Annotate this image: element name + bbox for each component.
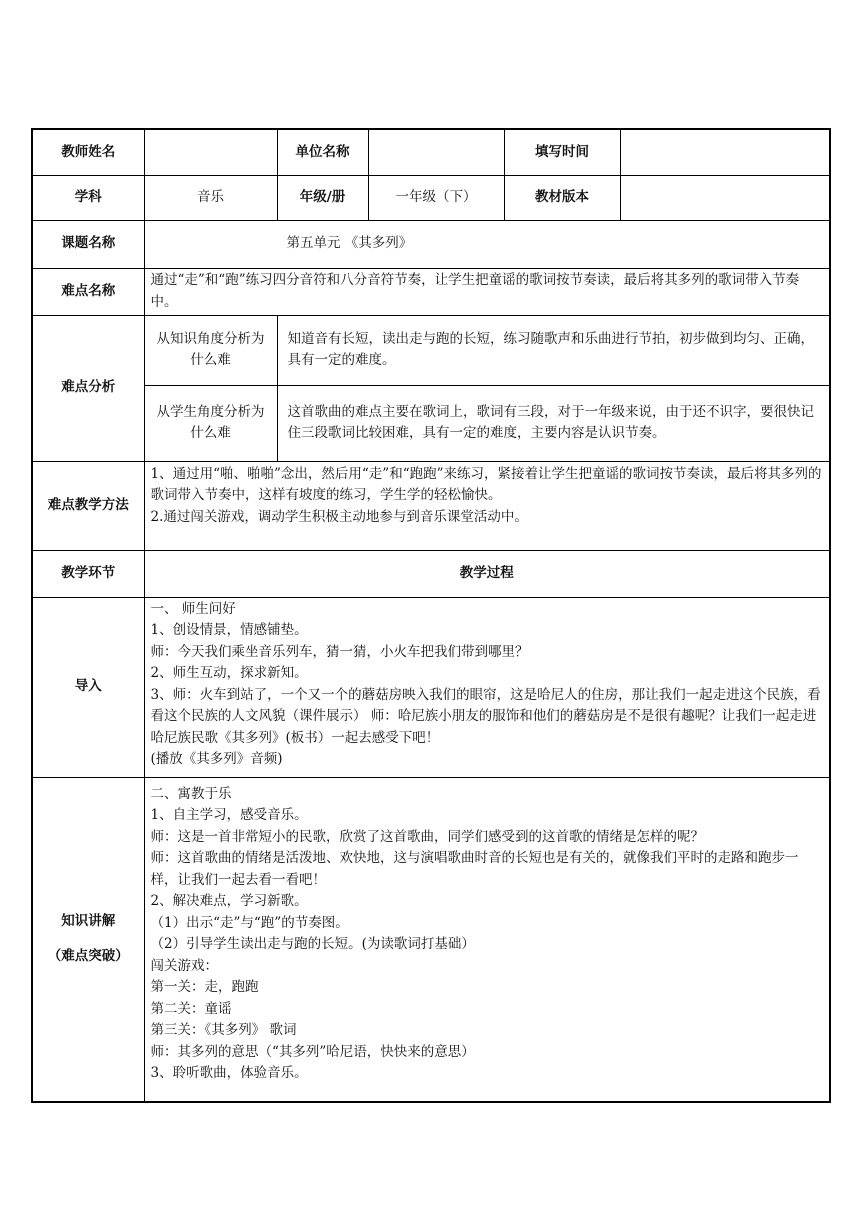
intro-content[interactable] (144, 597, 830, 777)
method-label: 难点教学方法 (32, 461, 144, 550)
knowledge-line: 师：这首歌曲的情绪是活泼地、欢快地，这与演唱歌曲时音的长短也是有关的，就像我们平时的走路和跑步一样，让我们一起去看一看吧！ (150, 850, 799, 888)
intro-label: 导入 (32, 597, 144, 777)
knowledge-label-cell (32, 777, 144, 1102)
knowledge-line: 闯关游戏： (150, 957, 218, 974)
knowledge-sublabel: （难点突破） (47, 948, 129, 965)
edition-label: 教材版本 (504, 175, 620, 220)
intro-line: 2、师生互动，探求新知。 (150, 665, 308, 681)
knowledge-line: 第三关：《其多列》 歌词 (150, 1022, 297, 1038)
teacher-value[interactable] (144, 129, 277, 175)
intro-line: 1、创设情景，情感铺垫。 (150, 622, 308, 638)
difficulty-row (32, 268, 830, 315)
topic-value[interactable]: 第五单元 《其多列》 (144, 220, 830, 268)
knowledge-line: 第二关：童谣 (150, 1000, 232, 1017)
topic-row (32, 220, 830, 268)
analysis-label: 难点分析 (32, 315, 144, 461)
process-header-row (32, 550, 830, 597)
grade-value[interactable]: 一年级（下） (368, 175, 504, 220)
header-row (32, 129, 830, 175)
unit-label: 单位名称 (277, 129, 368, 175)
method-line-2: 2.通过闯关游戏，调动学生积极主动地参与到音乐课堂活动中。 (150, 508, 528, 525)
info-row (32, 175, 830, 220)
student-angle-label: 从学生角度分析为什么难 (144, 385, 277, 461)
subject-value[interactable]: 音乐 (144, 175, 277, 220)
knowledge-row (32, 777, 830, 1102)
intro-line: (播放《其多列》音频) (150, 751, 283, 767)
knowledge-line: 3、聆听歌曲，体验音乐。 (150, 1065, 308, 1081)
difficulty-label: 难点名称 (32, 268, 144, 315)
intro-line: 一、 师生问好 (150, 600, 236, 617)
date-value[interactable] (620, 129, 830, 175)
knowledge-line: 二、寓教于乐 (150, 785, 232, 802)
knowledge-angle-value[interactable]: 知道音有长短，读出走与跑的长短，练习随歌声和乐曲进行节拍，初步做到均匀、正确，具有一定的难度。 (277, 315, 830, 385)
analysis-knowledge-row (32, 315, 830, 385)
knowledge-line: 师：这是一首非常短小的民歌，欣赏了这首歌曲，同学们感受到的这首歌的情绪是怎样的呢？ (150, 828, 704, 845)
knowledge-line: 第一关：走，跑跑 (150, 979, 259, 995)
method-value[interactable] (144, 461, 830, 550)
knowledge-content[interactable] (144, 777, 830, 1102)
stage-header: 教学环节 (32, 550, 144, 597)
topic-label: 课题名称 (32, 220, 144, 268)
intro-row (32, 597, 830, 777)
knowledge-line: 师：其多列的意思（“其多列”哈尼语，快快来的意思） (150, 1043, 475, 1060)
knowledge-line: 1、自主学习，感受音乐。 (150, 807, 308, 823)
knowledge-angle-label: 从知识角度分析为什么难 (144, 315, 277, 385)
knowledge-line: 2、解决难点，学习新歌。 (150, 893, 308, 909)
grade-label: 年级/册 (277, 175, 368, 220)
method-line-1: 1、通过用“啪、啪啪”念出，然后用“走”和“跑跑”来练习，紧接着让学生把童谣的歌词按节奏读，最后将其多列的歌词带入节奏中，这样有坡度的练习，学生学的轻松愉快。 (150, 465, 822, 503)
subject-label: 学科 (32, 175, 144, 220)
lesson-plan-table (31, 128, 831, 1103)
intro-line: 师：今天我们乘坐音乐列车，猜一猜，小火车把我们带到哪里？ (150, 643, 529, 660)
teacher-label: 教师姓名 (32, 129, 144, 175)
analysis-student-row (32, 385, 830, 461)
knowledge-line: （1）出示“走”与“跑”的节奏图。 (150, 914, 349, 931)
method-row (32, 461, 830, 550)
date-label: 填写时间 (504, 129, 620, 175)
student-angle-value[interactable]: 这首歌曲的难点主要在歌词上，歌词有三段，对于一年级来说，由于还不识字，要很快记住三段歌词比较困难，具有一定的难度，主要内容是认识节奏。 (277, 385, 830, 461)
knowledge-line: （2）引导学生读出走与跑的长短。(为读歌词打基础） (150, 936, 475, 952)
edition-value[interactable] (620, 175, 830, 220)
process-header: 教学过程 (144, 550, 830, 597)
intro-line: 3、师：火车到站了，一个又一个的蘑菇房映入我们的眼帘，这是哈尼人的住房，那让我们一起走进这个民族，看看这个民族的人文风貌（课件展示） 师：哈尼族小朋友的服饰和他们的蘑菇房是不是很有趣呢？让我们一起走进哈尼族民歌《其多列》(板书）一起去感受下吧！ (150, 686, 821, 746)
knowledge-label: 知识讲解 (61, 912, 116, 929)
difficulty-value[interactable]: 通过“走”和“跑”练习四分音符和八分音符节奏，让学生把童谣的歌词按节奏读，最后将其多列的歌词带入节奏中。 (144, 268, 830, 315)
unit-value[interactable] (368, 129, 504, 175)
